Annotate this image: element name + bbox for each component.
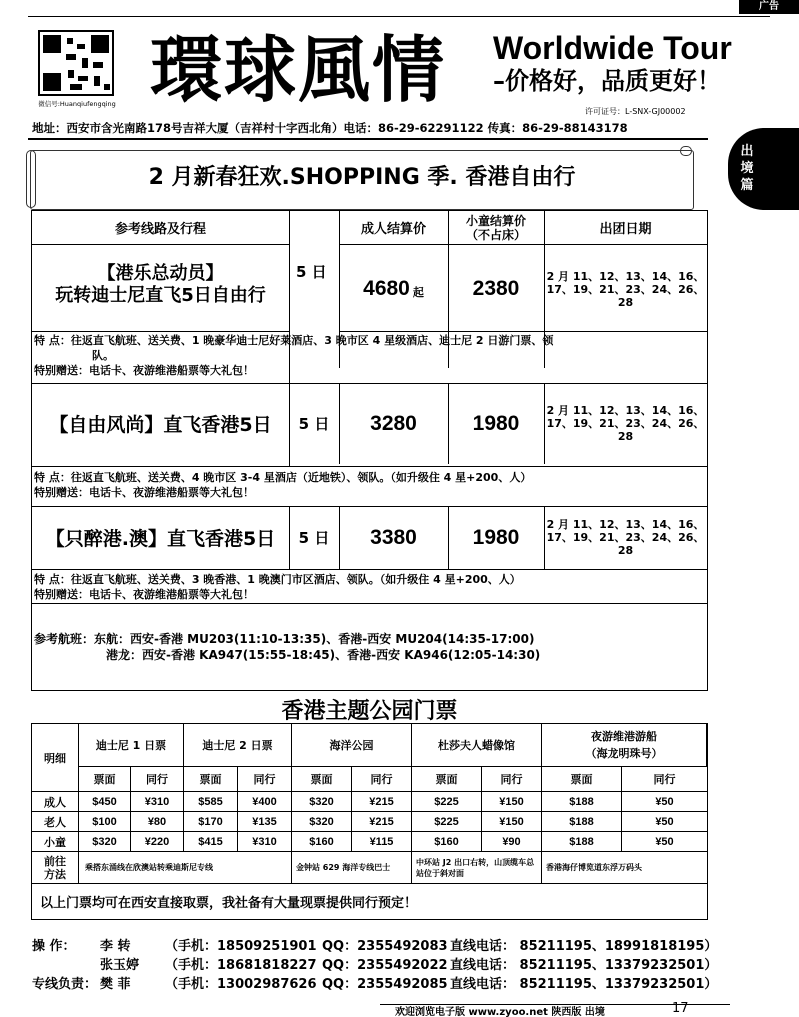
ticket-peer-price: ¥310 [131, 792, 184, 812]
top-rule [28, 16, 770, 17]
header-child-note: （不占床） [465, 227, 526, 242]
page-number: 17 [672, 1001, 689, 1016]
departure-dates [544, 383, 707, 464]
sub-face: 票面 [79, 767, 131, 792]
contact-direct: 直线电话： 85211195、13379232501） [450, 977, 718, 992]
banner-title: 2 月新春狂欢.SHOPPING 季. 香港自由行 [148, 165, 576, 190]
ticket-peer-price: ¥400 [238, 792, 292, 812]
sub-peer: 同行 [352, 767, 412, 792]
ticket-peer-price: ¥115 [352, 832, 412, 852]
child-price: 2380 [472, 277, 520, 300]
feature-line: 特 点：往返直飞航班、送关费、1 晚豪华迪士尼好莱酒店、3 晚市区 4 星级酒店、迪士尼 2 日游门票、领 [34, 334, 554, 347]
route-features [34, 470, 706, 500]
section-tab-char: 篇 [740, 178, 754, 193]
ticket-face-price: $188 [542, 832, 622, 852]
price-suffix: 起 [412, 287, 424, 299]
ticket-face-price: $160 [292, 832, 352, 852]
ticket-row-label: 小童 [32, 832, 79, 852]
park-header: 杜莎夫人蜡像馆 [412, 724, 542, 767]
scroll-end-icon [680, 146, 692, 156]
address-line: 地址：西安市含光南路178号吉祥大厦（吉祥村十字西北角）电话：86-29-62291122 传真：86-29-88143178 [32, 121, 628, 135]
contact-direct: 直线电话： 85211195、18991818195） [450, 939, 718, 954]
child-price: 1980 [472, 525, 520, 549]
section-tab-char: 出 [740, 144, 754, 159]
sub-face: 票面 [292, 767, 352, 792]
ticket-peer-price: ¥50 [622, 832, 707, 852]
ticket-peer-price: ¥150 [482, 812, 542, 832]
wechat-id: 微信号:Huanqiufengqing [38, 100, 116, 108]
flight-line: 参考航班：东航：西安-香港 MU203(11:10-13:35)、香港-西安 MU204(14:35-17:00) [34, 632, 535, 646]
route-name-line: 【港乐总动员】 [97, 263, 224, 284]
ticket-peer-price: ¥150 [482, 792, 542, 812]
ticket-face-price: $320 [79, 832, 131, 852]
reference-flights [34, 631, 706, 663]
gift-line: 特别赠送：电话卡、夜游维港船票等大礼包！ [34, 486, 254, 499]
header-route: 参考线路及行程 [114, 222, 206, 237]
park-route: 金钟站 629 海洋专线巴士 [292, 852, 412, 884]
dates-line: 17、19、21、23、24、26、 [546, 417, 705, 430]
section-tab [728, 128, 799, 210]
ticket-peer-price: ¥80 [131, 812, 184, 832]
qr-code-icon [38, 30, 114, 96]
route-label: 前往方法 [32, 852, 79, 884]
feature-line: 队。 [92, 349, 114, 362]
sub-face: 票面 [412, 767, 482, 792]
sub-peer: 同行 [482, 767, 542, 792]
contact-mobile: （手机：18681818227 [165, 958, 317, 973]
ticket-peer-price: ¥310 [238, 832, 292, 852]
departure-dates [544, 247, 707, 331]
ticket-face-price: $225 [412, 812, 482, 832]
dates-line: 28 [617, 295, 634, 309]
dates-line: 28 [617, 544, 634, 557]
park-header: 迪士尼 1 日票 [79, 724, 184, 767]
ticket-peer-price: ¥50 [622, 792, 707, 812]
ticket-table [31, 723, 708, 920]
contact-mobile: （手机：13002987626 [165, 977, 317, 992]
contact-name: 张玉婷 [100, 958, 140, 973]
ticket-title: 香港主题公园门票 [281, 699, 458, 724]
sub-peer: 同行 [131, 767, 184, 792]
ticket-peer-price: ¥220 [131, 832, 184, 852]
ticket-note: 以上门票均可在西安直接取票，我社备有大量现票提供同行预定！ [40, 896, 418, 911]
ticket-row-label: 老人 [32, 812, 79, 832]
header-child-price [448, 211, 544, 244]
contact-role: 专线负责： [32, 977, 98, 992]
ticket-row-label: 成人 [32, 792, 79, 812]
contact-role: 操 作： [32, 939, 76, 954]
contact-name: 樊 菲 [100, 977, 131, 992]
route-name [32, 247, 289, 323]
header-dates: 出团日期 [599, 222, 652, 237]
dates-line: 2 月 11、12、13、14、16、 [546, 269, 705, 283]
adult-price: 3380 [370, 525, 417, 549]
gift-line: 特别赠送：电话卡、夜游维港船票等大礼包！ [34, 588, 254, 601]
ticket-face-price: $225 [412, 792, 482, 812]
park-route: 乘搭东涌线在欣澳站转乘迪斯尼专线 [79, 852, 292, 884]
slogan: –价格好，品质更好！ [493, 67, 721, 95]
ticket-face-price: $188 [542, 812, 622, 832]
brand-logo: 環球風情 [150, 28, 447, 112]
dates-line: 17、19、21、23、24、26、 [546, 531, 705, 544]
route-days: 5 日 [296, 263, 327, 281]
adult-price: 3280 [370, 411, 417, 435]
park-header-line: 夜游维港游船 [591, 730, 657, 743]
sub-face: 票面 [542, 767, 622, 792]
ticket-face-price: $320 [292, 792, 352, 812]
contact-qq: QQ：2355492085 [322, 977, 448, 992]
dates-line: 2 月 11、12、13、14、16、 [546, 404, 705, 417]
ticket-face-price: $160 [412, 832, 482, 852]
park-route: 中环站 J2 出口右转，山顶缆车总站位于斜对面 [412, 852, 542, 884]
ticket-face-price: $188 [542, 792, 622, 812]
adult-price [339, 247, 448, 331]
park-header: 海洋公园 [292, 724, 412, 767]
ticket-face-price: $415 [184, 832, 238, 852]
contact-qq: QQ：2355492022 [322, 958, 448, 973]
park-route: 香港海仔博览道东浮万码头 [542, 852, 707, 884]
contact-direct: 直线电话： 85211195、13379232501） [450, 958, 718, 973]
brand-english: Worldwide Tour [493, 30, 732, 66]
dates-line: 28 [617, 430, 634, 443]
sub-peer: 同行 [622, 767, 707, 792]
gift-line: 特别赠送：电话卡、夜游维港船票等大礼包！ [34, 364, 254, 377]
route-features [34, 333, 706, 378]
feature-line: 特 点：往返直飞航班、送关费、4 晚市区 3-4 星酒店（近地铁）、领队。（如升级住 4 星+200、人） [34, 471, 532, 484]
ticket-face-price: $450 [79, 792, 131, 812]
header-child-label: 小童结算价 [465, 213, 526, 228]
ticket-peer-price: ¥135 [238, 812, 292, 832]
tour-table [31, 210, 708, 691]
ticket-face-price: $585 [184, 792, 238, 812]
route-days: 5 日 [298, 415, 330, 433]
footer-text: 欢迎浏览电子版 www.zyoo.net 陕西版 出境 [395, 1007, 605, 1017]
ticket-peer-price: ¥90 [482, 832, 542, 852]
adult-price-value: 4680 [363, 277, 410, 300]
header-rule [28, 138, 708, 140]
contact-name: 李 转 [100, 939, 131, 954]
ad-tag: 广告 [739, 0, 799, 14]
child-price: 1980 [472, 411, 520, 435]
contact-qq: QQ：2355492083 [322, 939, 448, 954]
sub-peer: 同行 [238, 767, 292, 792]
sub-face: 票面 [184, 767, 238, 792]
section-tab-char: 境 [740, 161, 754, 176]
dates-line: 2 月 11、12、13、14、16、 [546, 518, 705, 531]
ticket-peer-price: ¥50 [622, 812, 707, 832]
ticket-face-price: $100 [79, 812, 131, 832]
contact-mobile: （手机：18509251901 [165, 939, 317, 954]
departure-dates [544, 506, 707, 569]
park-header-line: （海龙明珠号） [585, 747, 663, 760]
feature-line: 特 点：往返直飞航班、送关费、3 晚香港、1 晚澳门市区酒店、领队。（如升级住 4 星+200、人） [34, 573, 521, 586]
header-adult-price: 成人结算价 [360, 222, 426, 237]
ticket-face-price: $320 [292, 812, 352, 832]
flight-line: 港龙：西安-香港 KA947(15:55-18:45)、香港-西安 KA946(12:05-14:30) [106, 648, 541, 662]
park-header [542, 724, 707, 767]
ticket-row-header: 明细 [32, 724, 79, 792]
route-name: 【自由风尚】直飞香港5日 [49, 414, 272, 436]
license-number: 许可证号：L-SNX-GJ00002 [585, 107, 686, 116]
ticket-peer-price: ¥215 [352, 792, 412, 812]
route-name: 【只醉港.澳】直飞香港5日 [45, 528, 276, 550]
park-header: 迪士尼 2 日票 [184, 724, 292, 767]
ticket-face-price: $170 [184, 812, 238, 832]
dates-line: 17、19、21、23、24、26、 [546, 282, 705, 296]
route-features [34, 572, 706, 602]
route-days: 5 日 [298, 529, 330, 547]
route-name-line: 玩转迪士尼直飞5日自由行 [55, 285, 266, 306]
ticket-peer-price: ¥215 [352, 812, 412, 832]
